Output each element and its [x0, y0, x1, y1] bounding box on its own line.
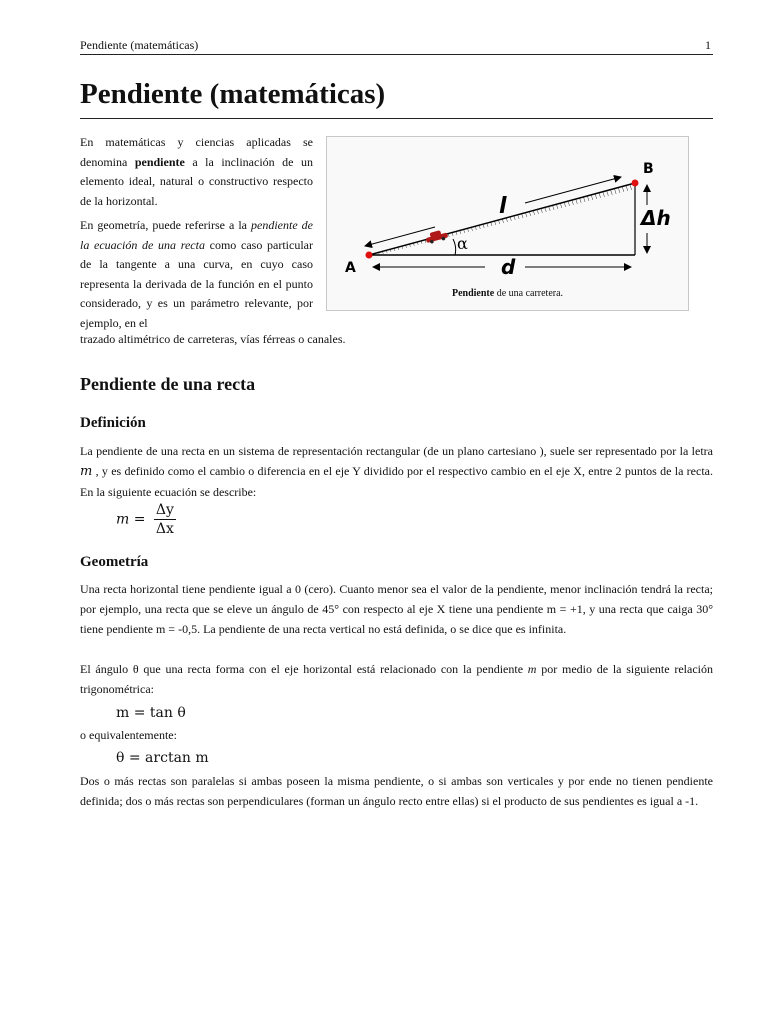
- caption-bold: Pendiente: [451, 288, 495, 299]
- geometria-paragraph-1: Una recta horizontal tiene pendiente igual a 0 (cero). Cuanto menor sea el valor de la pendiente, menor inclinación tendrá la recta; por ejemplo, una recta que se eleve un ángulo de 45° con respecto al eje X tiene una pendiente m = +1, y una recta que caiga 30° tiene pendiente m = -0,5. La pendiente de una recta vertical no está definida, o se dice que es infinita.: [80, 582, 713, 636]
- letter-m: m: [80, 464, 93, 479]
- angle-arc: [453, 239, 456, 255]
- page-title: Pendiente (matemáticas): [80, 76, 713, 119]
- intro-paragraph-2-end: trazado altimétrico de carreteras, vías férreas o canales.: [80, 332, 346, 346]
- geometria-paragraph-3: Dos o más rectas son paralelas si ambas poseen la misma pendiente, o si ambas son verticales y por ende no tienen pendiente definida; dos o más rectas son perpendiculares (forman un ángulo recto entre ellas) si el producto de sus pendientes es igual a -1.: [80, 774, 713, 808]
- figure-caption: [327, 288, 688, 299]
- heading-definicion: Definición: [80, 415, 146, 431]
- geometria-p2-text: El ángulo θ que una recta forma con el eje horizontal está relacionado con la pendiente: [80, 662, 528, 676]
- label-delta-h: Δh: [641, 206, 671, 230]
- section-heading-pendiente-recta: Pendiente de una recta: [80, 374, 256, 394]
- label-l: l: [499, 194, 507, 219]
- intro-paragraph-1: [80, 133, 313, 211]
- definicion-text: La pendiente de una recta en un sistema de representación rectangular (de un plano cartesiano ), suele ser representado por la letra: [80, 444, 713, 458]
- formula-arctan: θ = arctan m: [116, 750, 209, 766]
- formula-tan: m = tan θ: [116, 705, 186, 721]
- geometria-paragraph-2: [80, 659, 713, 699]
- formula-denominator: Δx: [155, 521, 174, 537]
- intro-p2-link[interactable]: pendiente de la ecuación de una recta: [80, 218, 313, 252]
- intro-p1-bold: pendiente: [134, 154, 185, 169]
- formula-slope-definition: [116, 502, 176, 537]
- intro-p1-text: En matemáticas y ciencias aplicadas se denomina: [80, 135, 313, 169]
- heading-geometria: Geometría: [80, 554, 149, 570]
- label-b: B: [643, 161, 654, 177]
- definicion-text-end: , y es definido como el cambio o diferencia en el eje Y dividido por el respectivo cambio en el eje X, entre 2 puntos de la recta. En la siguiente ecuación se describe:: [80, 464, 713, 499]
- slope-diagram: [335, 145, 679, 285]
- page-number: 1: [705, 38, 711, 52]
- geometria-p2-text-end: por medio de la siguiente relación trigonométrica:: [80, 662, 713, 696]
- formula-fraction: [154, 502, 176, 537]
- running-header: [80, 38, 713, 55]
- intro-text: [80, 133, 313, 333]
- label-alpha: α: [457, 234, 468, 253]
- label-d: d: [501, 255, 516, 279]
- figure-road-slope: [326, 136, 689, 311]
- intro-p2-text-end: como caso particular de la tangente a una curva, en cuyo caso representa la derivada de la función en el punto considerado, y es un parámetro relevante, por ejemplo, en el: [80, 237, 313, 330]
- equivalently-text: o equivalentemente:: [80, 728, 177, 742]
- caption-text: de una carretera.: [494, 288, 564, 299]
- intro-p1-text-end: a la inclinación de un elemento ideal, natural o constructivo respecto de la horizontal.: [80, 154, 313, 208]
- point-b: [632, 180, 639, 187]
- car-icon: [425, 229, 449, 245]
- label-a: A: [345, 260, 356, 276]
- point-a: [366, 252, 373, 259]
- geometria-p2-m: m: [527, 662, 537, 676]
- intro-paragraph-2: [80, 216, 313, 333]
- formula-lhs: m =: [116, 511, 146, 528]
- intro-p2-text: En geometría, puede referirse a la: [80, 218, 251, 232]
- definicion-paragraph: [80, 441, 713, 502]
- formula-numerator: Δy: [155, 502, 174, 518]
- running-header-title: Pendiente (matemáticas): [80, 38, 199, 52]
